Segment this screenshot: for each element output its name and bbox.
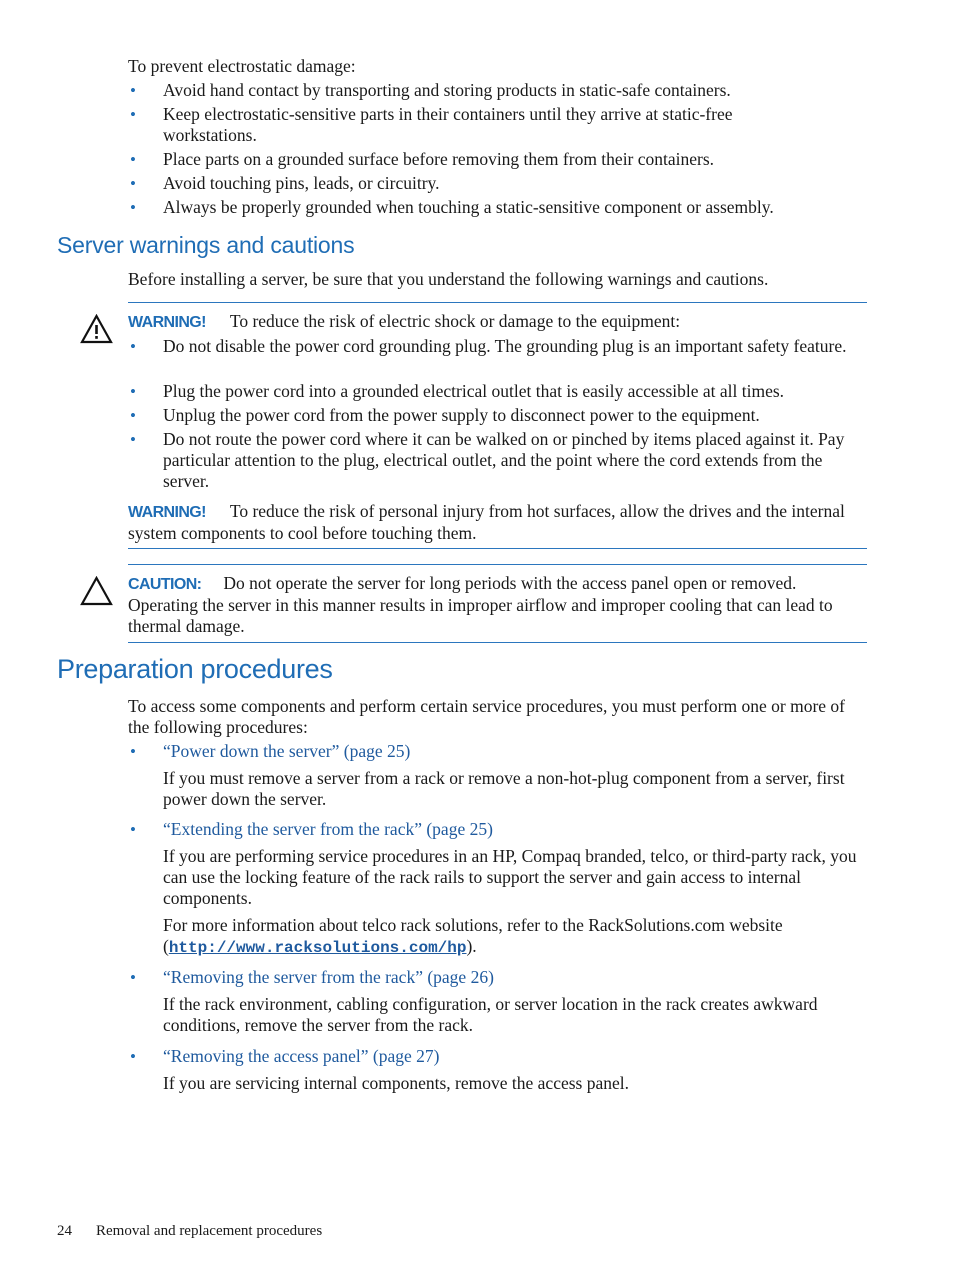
caution-label: CAUTION: bbox=[128, 576, 202, 593]
procedure-desc: If the rack environment, cabling configuration, or server location in the rack creates awkward conditions, remove the server from the rack. bbox=[163, 994, 818, 1035]
esd-item: Avoid hand contact by transporting and storing products in static-safe containers. bbox=[163, 80, 731, 100]
divider bbox=[128, 564, 867, 565]
bullet-icon: • bbox=[130, 820, 136, 839]
bullet-icon: • bbox=[130, 406, 136, 425]
more-info-end: ). bbox=[466, 936, 477, 956]
bullet-icon: • bbox=[130, 968, 136, 987]
caution-text: Do not operate the server for long periods with the access panel open or removed. Operating the server in this manner results in improper airflow and improper cooling that can lead to thermal damage. bbox=[128, 573, 833, 636]
bullet-icon: • bbox=[130, 337, 136, 356]
link-extending-server[interactable]: “Extending the server from the rack” (page 25) bbox=[163, 819, 493, 839]
esd-item: Keep electrostatic-sensitive parts in their containers until they arrive at static-free workstations. bbox=[163, 104, 733, 145]
bullet-icon: • bbox=[130, 382, 136, 401]
warning-1 bbox=[128, 311, 867, 333]
warning-triangle-icon bbox=[80, 314, 113, 344]
warning-item: Do not route the power cord where it can be walked on or pinched by items placed against it. Pay particular attention to the plug, electrical outlet, and the point where the cord extends from the server. bbox=[163, 429, 845, 491]
bullet-icon: • bbox=[130, 1047, 136, 1066]
divider bbox=[128, 302, 867, 303]
divider bbox=[128, 642, 867, 643]
esd-item: Always be properly grounded when touching a static-sensitive component or assembly. bbox=[163, 197, 774, 217]
warning-text: To reduce the risk of electric shock or damage to the equipment: bbox=[229, 311, 681, 331]
esd-item: Place parts on a grounded surface before removing them from their containers. bbox=[163, 149, 715, 169]
section-heading-server-warnings: Server warnings and cautions bbox=[57, 232, 355, 258]
bullet-icon: • bbox=[130, 150, 136, 169]
procedure-desc: If you are servicing internal components, remove the access panel. bbox=[163, 1073, 629, 1093]
bullet-icon: • bbox=[130, 198, 136, 217]
link-removing-access-panel[interactable]: “Removing the access panel” (page 27) bbox=[163, 1046, 440, 1066]
bullet-icon: • bbox=[130, 430, 136, 449]
preparation-intro: To access some components and perform certain service procedures, you must perform one or more of the following procedures: bbox=[128, 696, 845, 737]
bullet-icon: • bbox=[130, 174, 136, 193]
warning-label: WARNING! bbox=[128, 314, 206, 331]
page-number: 24 bbox=[57, 1223, 72, 1239]
bullet-icon: • bbox=[130, 105, 136, 124]
esd-intro: To prevent electrostatic damage: bbox=[128, 56, 356, 76]
divider bbox=[128, 548, 867, 549]
warning-item: Plug the power cord into a grounded electrical outlet that is easily accessible at all times. bbox=[163, 381, 785, 401]
bullet-icon: • bbox=[130, 81, 136, 100]
procedure-desc: If you are performing service procedures in an HP, Compaq branded, telco, or third-party rack, you can use the locking feature of the rack rails to support the server and gain access to internal components. bbox=[163, 846, 857, 908]
caution bbox=[128, 573, 869, 637]
link-removing-server[interactable]: “Removing the server from the rack” (page 26) bbox=[163, 967, 494, 987]
section-heading-preparation: Preparation procedures bbox=[57, 654, 333, 684]
server-warnings-intro: Before installing a server, be sure that you understand the following warnings and cautions. bbox=[128, 269, 769, 289]
warning-item: Unplug the power cord from the power supply to disconnect power to the equipment. bbox=[163, 405, 760, 425]
warning-item: Do not disable the power cord grounding plug. The grounding plug is an important safety feature. bbox=[163, 336, 847, 356]
racksolutions-url-link[interactable]: http://www.racksolutions.com/hp bbox=[168, 939, 467, 957]
esd-item: Avoid touching pins, leads, or circuitry. bbox=[163, 173, 440, 193]
procedure-desc: If you must remove a server from a rack or remove a non-hot-plug component from a server, first power down the server. bbox=[163, 768, 845, 809]
warning-label: WARNING! bbox=[128, 504, 206, 521]
procedure-more-info bbox=[163, 915, 869, 959]
bullet-icon: • bbox=[130, 742, 136, 761]
caution-triangle-icon bbox=[80, 576, 113, 606]
warning-text: To reduce the risk of personal injury from hot surfaces, allow the drives and the internal system components to cool before touching them. bbox=[128, 501, 845, 543]
link-power-down[interactable]: “Power down the server” (page 25) bbox=[163, 741, 411, 761]
footer-section-title: Removal and replacement procedures bbox=[96, 1223, 323, 1239]
more-info-text: For more information about telco rack solutions, refer to the RackSolutions.com website ( bbox=[163, 915, 783, 956]
warning-2 bbox=[128, 501, 867, 544]
